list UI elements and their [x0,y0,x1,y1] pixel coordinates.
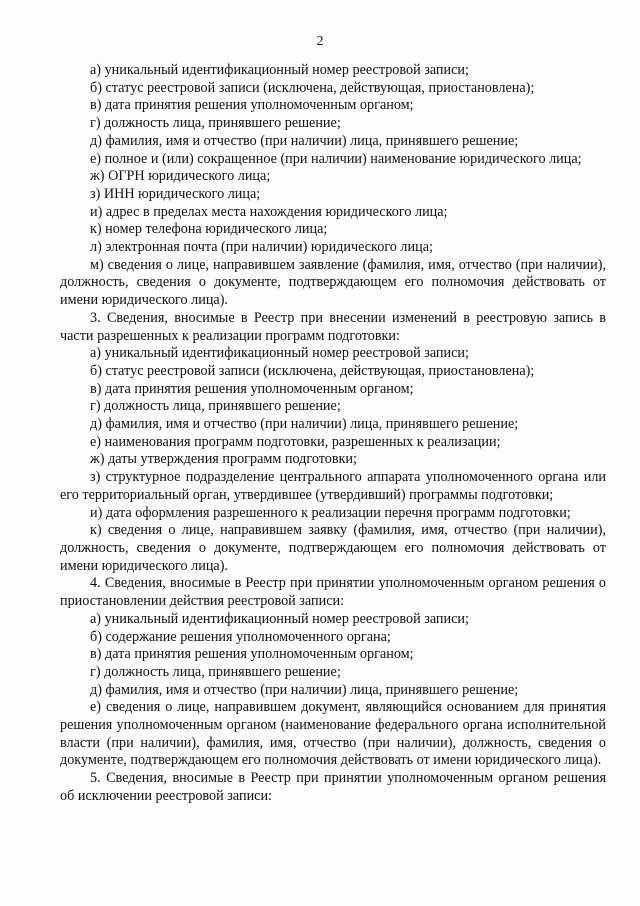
item-z-inn: з) ИНН юридического лица; [90,185,261,202]
section-3-heading: 3. Сведения, вносимые в Реестр при внесении изменений в реестровую запись в части разрешенных к реализации программ подготовки: [60,309,606,344]
s4-item-d-full-name: д) фамилия, имя и отчество (при наличии) лица, принявшего решение; [90,681,519,698]
s4-item-g-position: г) должность лица, принявшего решение; [90,663,341,680]
item-l-email: л) электронная почта (при наличии) юридического лица; [90,239,433,256]
section-5-heading: 5. Сведения, вносимые в Реестр при принятии уполномоченным органом решения об исключении реестровой записи: [60,770,606,804]
s3-item-i-list-date: и) дата оформления разрешенного к реализации перечня программ подготовки; [90,504,571,521]
item-b-record-status: б) статус реестровой записи (исключена, действующая, приостановлена); [90,79,535,96]
page-number: 2 [316,34,324,49]
s3-item-e-program-names: е) наименования программ подготовки, разрешенных к реализации; [90,433,501,450]
item-a-record-id: а) уникальный идентификационный номер реестровой записи; [90,62,469,78]
s3-item-b-record-status: б) статус реестровой записи (исключена, действующая, приостановлена); [90,362,535,379]
s3-item-d-full-name: д) фамилия, имя и отчество (при наличии) лица, принявшего решение; [90,416,519,433]
s3-item-z-structural-unit: з) структурное подразделение центрального аппарата уполномоченного органа или его территориальный орган, утвердившее (утвердивший) программы подготовки; [60,469,606,503]
item-zh-ogrn: ж) ОГРН юридического лица; [90,168,271,185]
s3-item-v-decision-date: в) дата принятия решения уполномоченным органом; [90,380,414,397]
s4-item-b-decision-content: б) содержание решения уполномоченного органа; [90,628,391,645]
s3-item-zh-approval-dates: ж) даты утверждения программ подготовки; [90,451,357,468]
s3-item-a-record-id: а) уникальный идентификационный номер реестровой записи; [90,345,469,362]
item-e-legal-entity-name: е) полное и (или) сокращенное (при наличии) наименование юридического лица; [90,150,582,167]
s3-item-g-position: г) должность лица, принявшего решение; [90,398,341,415]
s4-item-e-document-sender: е) сведения о лице, направившем документ, являющийся основанием для принятия решения уполномоченным органом (наименование федерального органа исполнительной власти (при наличии), фамилия, имя, отчество (при наличии), должность, сведения о документе, подтверждающем его полномочия действовать от имени юридического лица). [60,699,606,769]
item-i-address: и) адрес в пределах места нахождения юридического лица; [90,203,448,220]
item-k-phone: к) номер телефона юридического лица; [90,221,328,238]
item-g-position: г) должность лица, принявшего решение; [90,115,341,132]
s4-item-a-record-id: а) уникальный идентификационный номер реестровой записи; [90,610,469,627]
item-m-applicant-info: м) сведения о лице, направившем заявление (фамилия, имя, отчество (при наличии), должность, сведения о документе, подтверждающем его полномочия действовать от имени юридического лица). [60,256,606,309]
item-v-decision-date: в) дата принятия решения уполномоченным органом; [90,97,414,114]
item-d-full-name: д) фамилия, имя и отчество (при наличии) лица, принявшего решение; [90,132,519,149]
s4-item-v-decision-date: в) дата принятия решения уполномоченным органом; [90,646,414,663]
section-4-heading: 4. Сведения, вносимые в Реестр при принятии уполномоченным органом решения о приостановлении действия реестровой записи: [60,575,606,610]
document-body [60,62,606,806]
s3-item-k-applicant-info: к) сведения о лице, направившем заявку (фамилия, имя, отчество (при наличии), должность, сведения о документе, подтверждающем его полномочия действовать от имени юридического лица). [60,522,606,574]
